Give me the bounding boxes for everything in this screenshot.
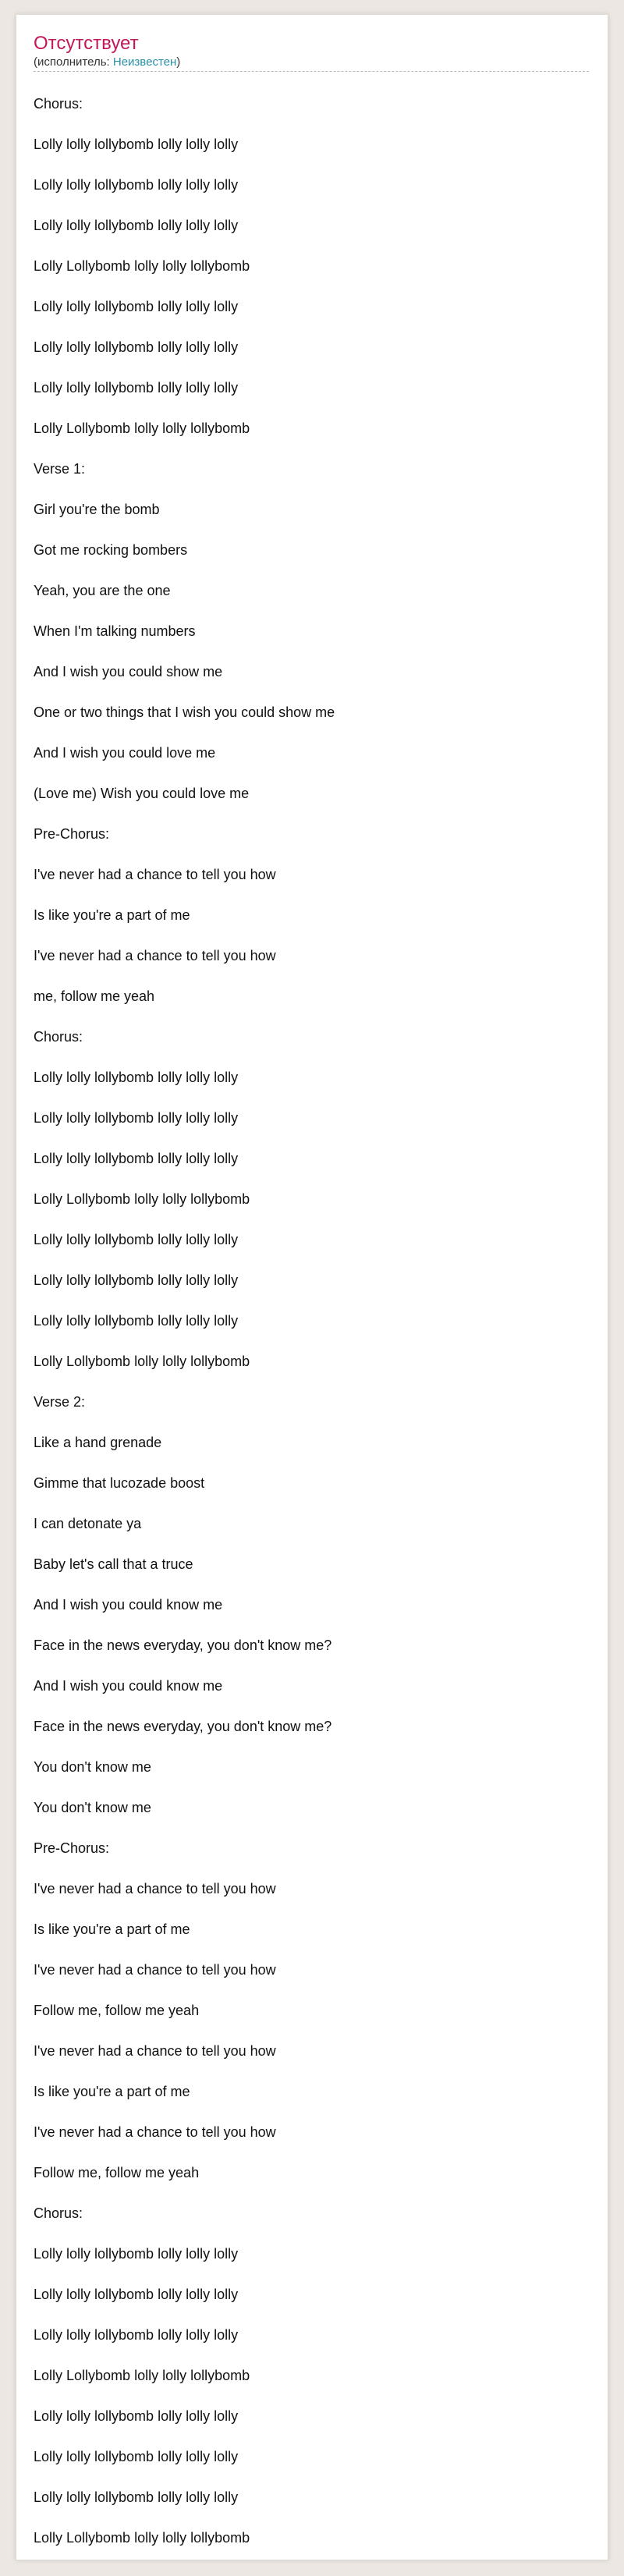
lyric-line: Lolly lolly lollybomb lolly lolly lolly (34, 1110, 239, 1126)
lyric-line: Lolly lolly lollybomb lolly lolly lolly (34, 218, 239, 233)
lyric-line: Got me rocking bombers (34, 542, 188, 558)
lyric-line: Girl you're the bomb (34, 502, 160, 517)
lyric-line: I've never had a chance to tell you how (34, 948, 276, 963)
lyric-line: Follow me, follow me yeah (34, 2003, 200, 2018)
lyric-line: One or two things that I wish you could show me (34, 704, 335, 720)
lyric-line: Lolly lolly lollybomb lolly lolly lolly (34, 2408, 239, 2424)
lyric-line: Chorus: (34, 2205, 83, 2221)
lyric-line: Lolly lolly lollybomb lolly lolly lolly (34, 339, 239, 355)
lyric-line: I've never had a chance to tell you how (34, 867, 276, 882)
lyric-line: Pre-Chorus: (34, 1840, 110, 1856)
lyric-line: Verse 2: (34, 1394, 86, 1410)
artist-prefix: (исполнитель: (34, 55, 113, 69)
lyric-line: Is like you're a part of me (34, 1921, 190, 1937)
lyric-line: I've never had a chance to tell you how (34, 2124, 276, 2140)
lyric-line: Lolly lolly lollybomb lolly lolly lolly (34, 2246, 239, 2262)
lyric-line: Lolly lolly lollybomb lolly lolly lolly (34, 1070, 239, 1085)
lyric-line: Lolly lolly lollybomb lolly lolly lolly (34, 1232, 239, 1247)
lyric-line: (Love me) Wish you could love me (34, 786, 250, 801)
lyric-line: When I'm talking numbers (34, 623, 196, 639)
lyric-line: Lolly lolly lollybomb lolly lolly lolly (34, 137, 239, 152)
lyric-line: And I wish you could show me (34, 664, 223, 679)
lyric-line: Lolly lolly lollybomb lolly lolly lolly (34, 2327, 239, 2343)
lyric-line: I've never had a chance to tell you how (34, 2043, 276, 2059)
lyric-line: Like a hand grenade (34, 1435, 162, 1450)
lyric-line: You don't know me (34, 1800, 151, 1815)
lyric-line: Lolly Lollybomb lolly lolly lollybomb (34, 2530, 250, 2546)
artist-link[interactable]: Неизвестен (112, 55, 177, 69)
lyric-line: Lolly Lollybomb lolly lolly lollybomb (34, 2368, 250, 2383)
lyrics-card (16, 14, 608, 2560)
lyric-line: Lolly lolly lollybomb lolly lolly lolly (34, 299, 239, 314)
lyric-line: Lolly lolly lollybomb lolly lolly lolly (34, 1313, 239, 1329)
lyric-line: I've never had a chance to tell you how (34, 1881, 276, 1897)
lyric-line: Lolly lolly lollybomb lolly lolly lolly (34, 380, 239, 396)
lyric-line: And I wish you could know me (34, 1597, 223, 1613)
lyric-line: I can detonate ya (34, 1516, 142, 1531)
lyric-line: Lolly lolly lollybomb lolly lolly lolly (34, 2287, 239, 2302)
song-header (34, 32, 589, 72)
lyric-line: Lolly lolly lollybomb lolly lolly lolly (34, 1272, 239, 1288)
lyric-line: I've never had a chance to tell you how (34, 1962, 276, 1978)
lyric-line: Is like you're a part of me (34, 2084, 190, 2099)
lyric-line: Face in the news everyday, you don't know me? (34, 1719, 332, 1734)
lyric-line: And I wish you could know me (34, 1678, 223, 1694)
lyric-line: Lolly lolly lollybomb lolly lolly lolly (34, 1151, 239, 1166)
lyric-line: Lolly Lollybomb lolly lolly lollybomb (34, 420, 250, 436)
lyric-line: And I wish you could love me (34, 745, 216, 761)
lyric-line: Lolly lolly lollybomb lolly lolly lolly (34, 2449, 239, 2464)
lyric-line: Chorus: (34, 96, 83, 112)
lyric-line: Lolly lolly lollybomb lolly lolly lolly (34, 177, 239, 193)
artist-line (34, 55, 589, 69)
lyric-line: You don't know me (34, 1759, 151, 1775)
lyric-line: Lolly Lollybomb lolly lolly lollybomb (34, 258, 250, 274)
lyric-line: Baby let's call that a truce (34, 1556, 193, 1572)
lyric-line: Verse 1: (34, 461, 86, 477)
lyric-line: Follow me, follow me yeah (34, 2165, 200, 2180)
lyric-line: Lolly lolly lollybomb lolly lolly lolly (34, 2489, 239, 2505)
lyric-line: Lolly Lollybomb lolly lolly lollybomb (34, 1191, 250, 1207)
lyric-line: Gimme that lucozade boost (34, 1475, 205, 1491)
lyrics-body (34, 83, 589, 2558)
song-title: Отсутствует (34, 33, 139, 54)
lyric-line: Yeah, you are the one (34, 583, 171, 598)
lyric-line: Pre-Chorus: (34, 826, 110, 842)
lyric-line: Is like you're a part of me (34, 907, 190, 923)
lyric-line: Lolly Lollybomb lolly lolly lollybomb (34, 1354, 250, 1369)
lyric-line: Face in the news everyday, you don't know me? (34, 1637, 332, 1653)
artist-suffix: ) (176, 55, 181, 69)
lyric-line: Chorus: (34, 1029, 83, 1045)
lyric-line: me, follow me yeah (34, 988, 155, 1004)
